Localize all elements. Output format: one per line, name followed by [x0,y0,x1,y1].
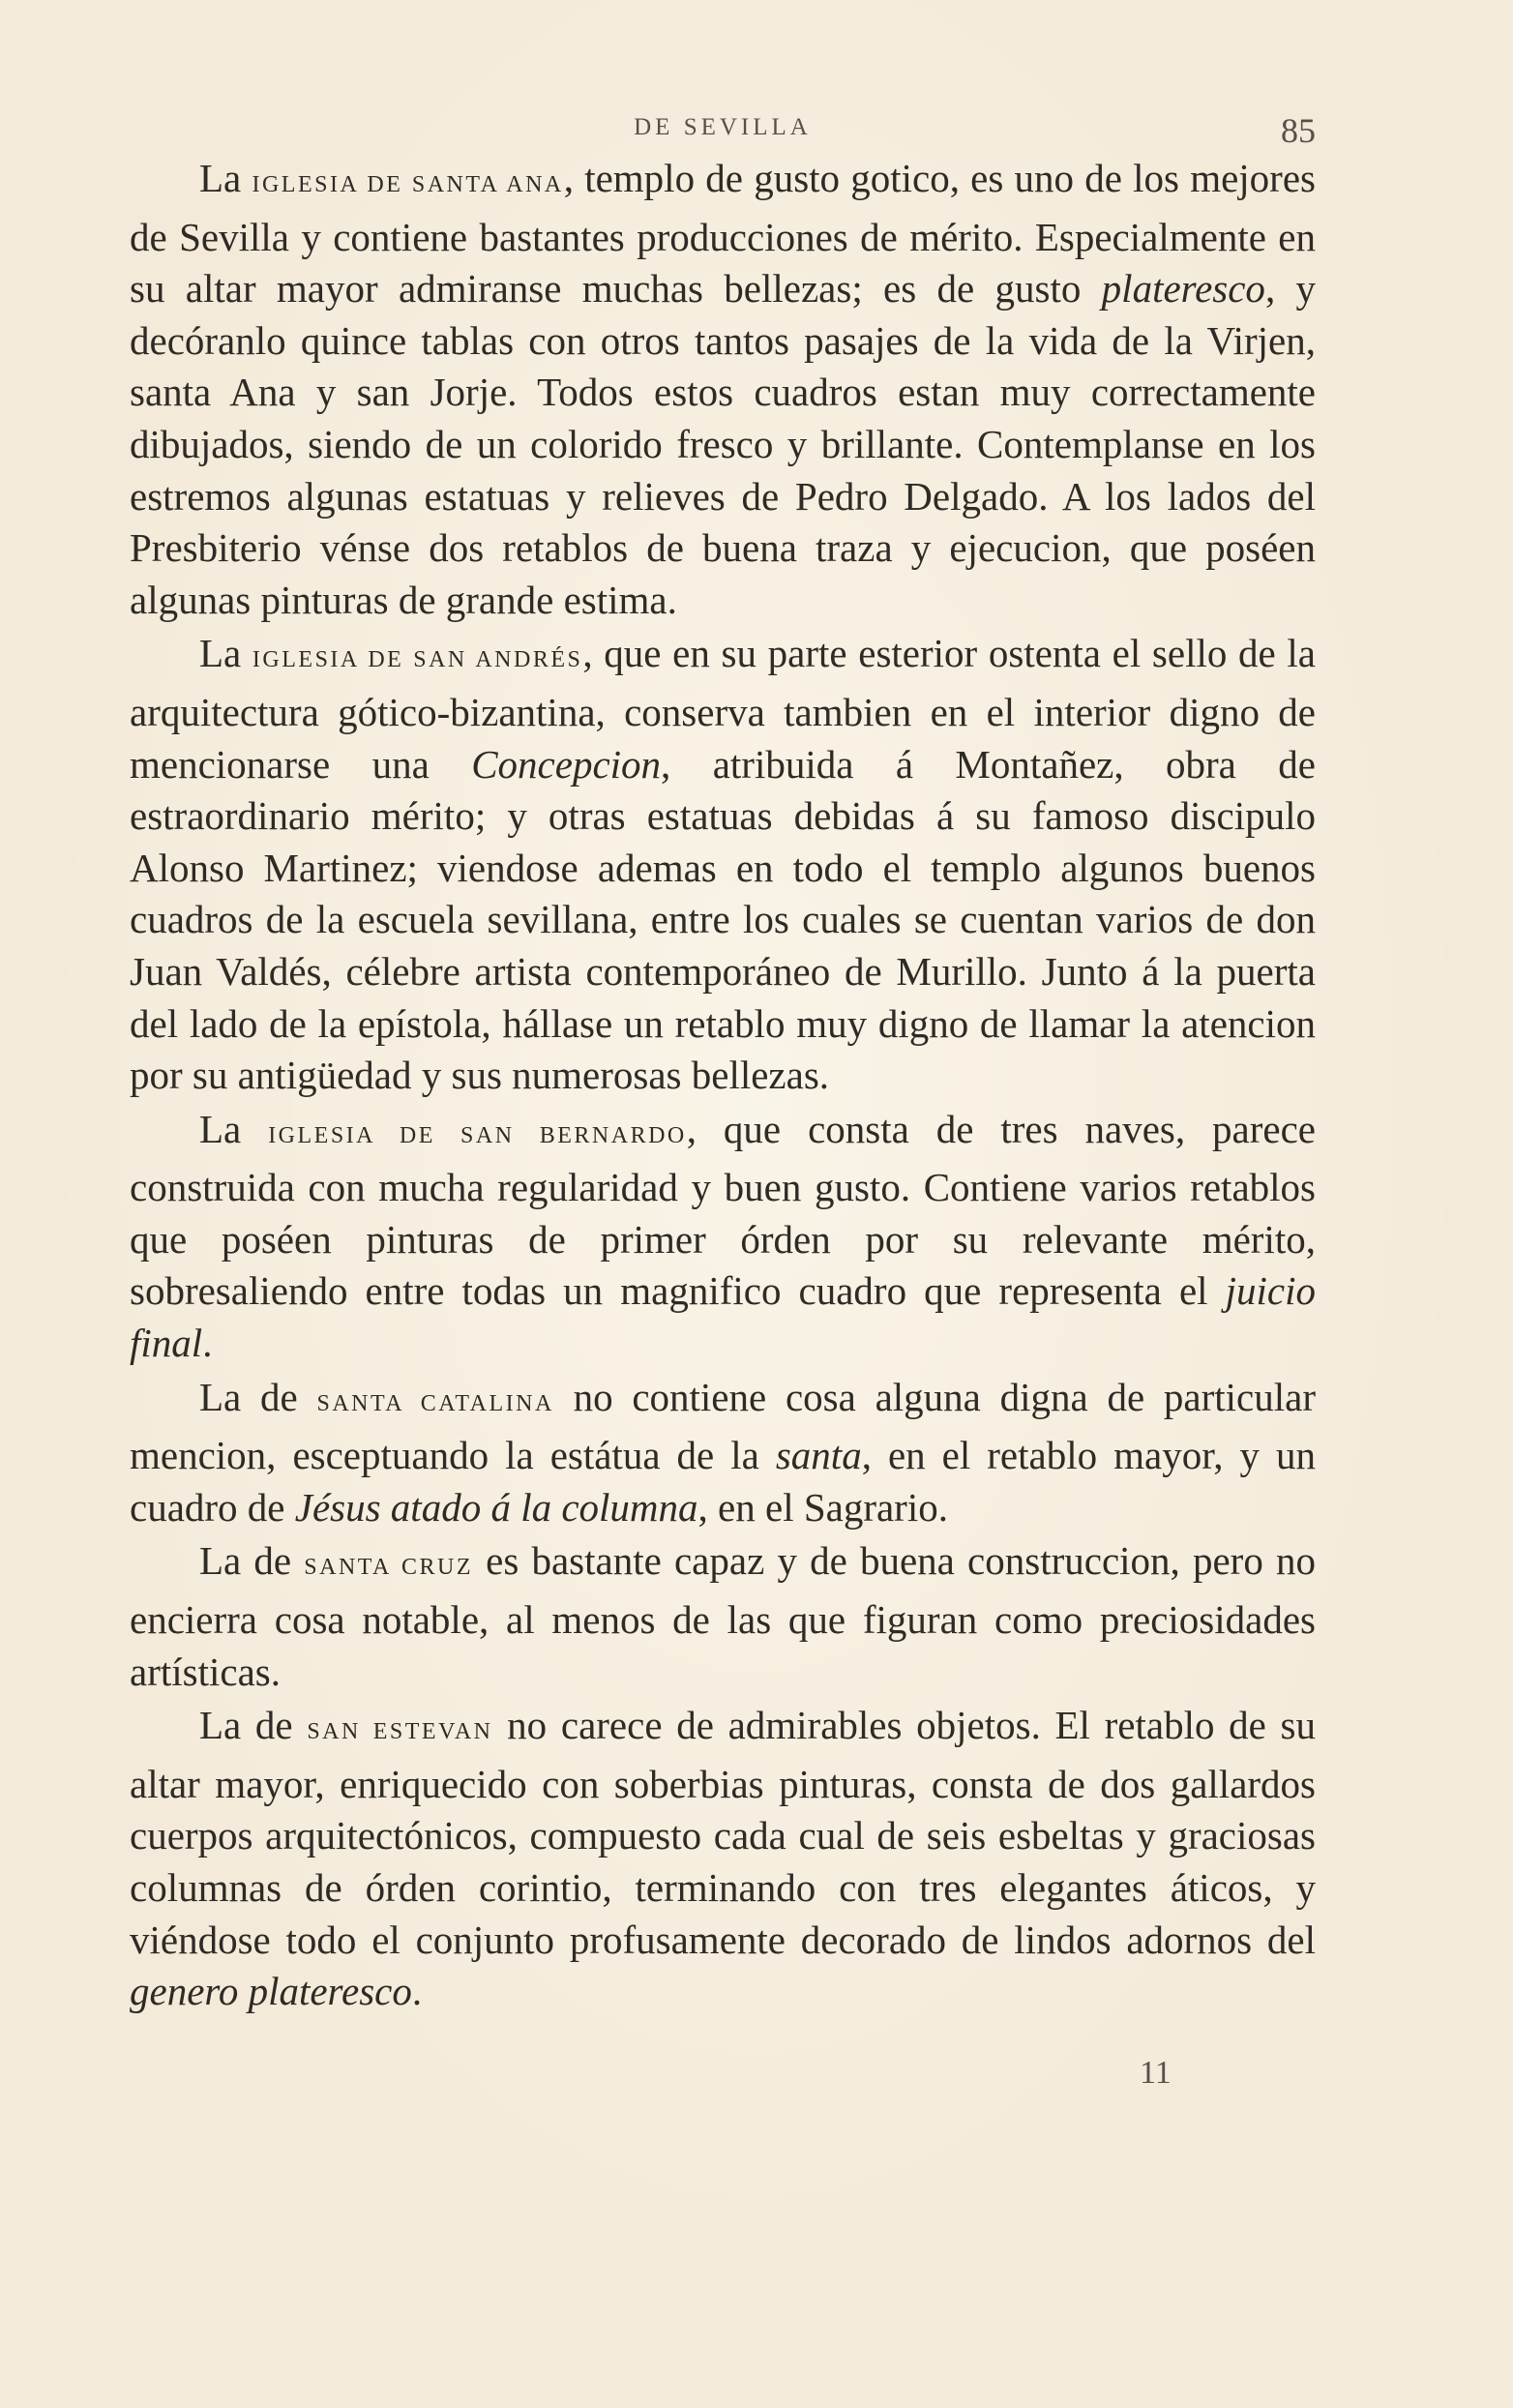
paragraph-lead: La de [199,1703,308,1748]
paragraph-santa-cruz [130,1535,1316,1698]
church-name: SANTA CATALINA [316,1390,554,1416]
page-number: 85 [1281,111,1316,150]
paragraph-lead: La de [199,1374,317,1419]
italic-term: Jésus atado á la columna [294,1484,698,1530]
paragraph-text: , que consta de tres naves, parece construida con mucha regularidad y buen gusto. Contiene varios retablos que poséen pinturas de primer órden por su relevante mérito, sobresaliendo entre todas un magnifico cuadro que representa el [130,1106,1316,1314]
paragraph-san-andres [130,628,1316,1101]
church-name: IGLESIA DE SANTA ANA [252,172,564,197]
italic-term: juicio final [130,1268,1316,1366]
church-name: SAN ESTEVAN [307,1719,493,1745]
paragraph-lead: La [199,1106,269,1151]
paragraph-lead: La [199,156,252,200]
paragraph-santa-catalina [130,1372,1316,1534]
paragraph-text: . [202,1321,213,1366]
italic-term: genero plateresco [130,1969,412,2014]
paragraph-text: , atribuida á Montañez, obra de estraordinario mérito; y otras estatuas debidas á su famoso discipulo Alonso Martinez; viendose ademas en todo el templo algunos buenos cuadros de la escuela sevillana, entre los cuales se cuentan varios de don Juan Valdés, célebre artista contemporáneo de Murillo. Junto á la puerta del lado de la epístola, hállase un retablo muy digno de llamar la atencion por su antigüedad y sus numerosas bellezas. [130,741,1316,1098]
running-title: DE SEVILLA [634,114,812,140]
paragraph-lead: La [199,631,252,676]
paragraph-text: , que en su parte esterior ostenta el sello de la arquitectura gótico-bizantina, conserva tambien en el interior digno de mencionarse una [130,631,1316,787]
italic-term: santa [775,1433,862,1478]
paragraph-san-estevan [130,1700,1316,2018]
paragraph-text: , templo de gusto gotico, es uno de los mejores de Sevilla y contiene bastantes producciones de mérito. Especialmente en su altar mayor admiranse muchas bellezas; es de gusto [130,156,1316,312]
running-head [130,111,1316,153]
paragraph-text: no contiene cosa alguna digna de particular mencion, esceptuando la estátua de la [130,1374,1317,1478]
paragraph-san-bernardo [130,1104,1316,1370]
paragraph-text: . [411,1969,423,2014]
italic-term: Concepcion [471,741,662,787]
paragraph-lead: La de [199,1538,305,1584]
paragraph-text: , en el retablo mayor, y un cuadro de [130,1433,1316,1530]
church-name: IGLESIA DE SAN BERNARDO [268,1122,687,1148]
body-text [130,153,1316,2018]
paragraph-text: , y decóranlo quince tablas con otros tantos pasajes de la vida de la Virjen, santa Ana y san Jorje. Todos estos cuadros estan muy correctamente dibujados, siendo de un colorido fresco y brillante. Contemplanse en los estremos algunas estatuas y relieves de Pedro Delgado. A los lados del Presbiterio vénse dos retablos de buena traza y ejecucion, que poséen algunas pinturas de grande estima. [130,266,1316,622]
paragraph-santa-ana [130,153,1316,626]
signature-mark: 11 [1140,2055,1172,2091]
paragraph-text: es bastante capaz y de buena construccion, pero no encierra cosa notable, al menos de las que figuran como preciosidades artísticas. [130,1538,1316,1694]
paragraph-text: , en el Sagrario. [697,1484,948,1530]
church-name: SANTA CRUZ [304,1555,473,1581]
italic-term: plateresco [1101,266,1265,312]
church-name: IGLESIA DE SAN ANDRÉS [252,647,583,673]
paragraph-text: no carece de admirables objetos. El retablo de su altar mayor, enriquecido con soberbias pinturas, consta de dos gallardos cuerpos arquitectónicos, compuesto cada cual de seis esbeltas y graciosas columnas de órden corintio, terminando con tres elegantes áticos, y viéndose todo el conjunto profusamente decorado de lindos adornos del [130,1703,1316,1962]
